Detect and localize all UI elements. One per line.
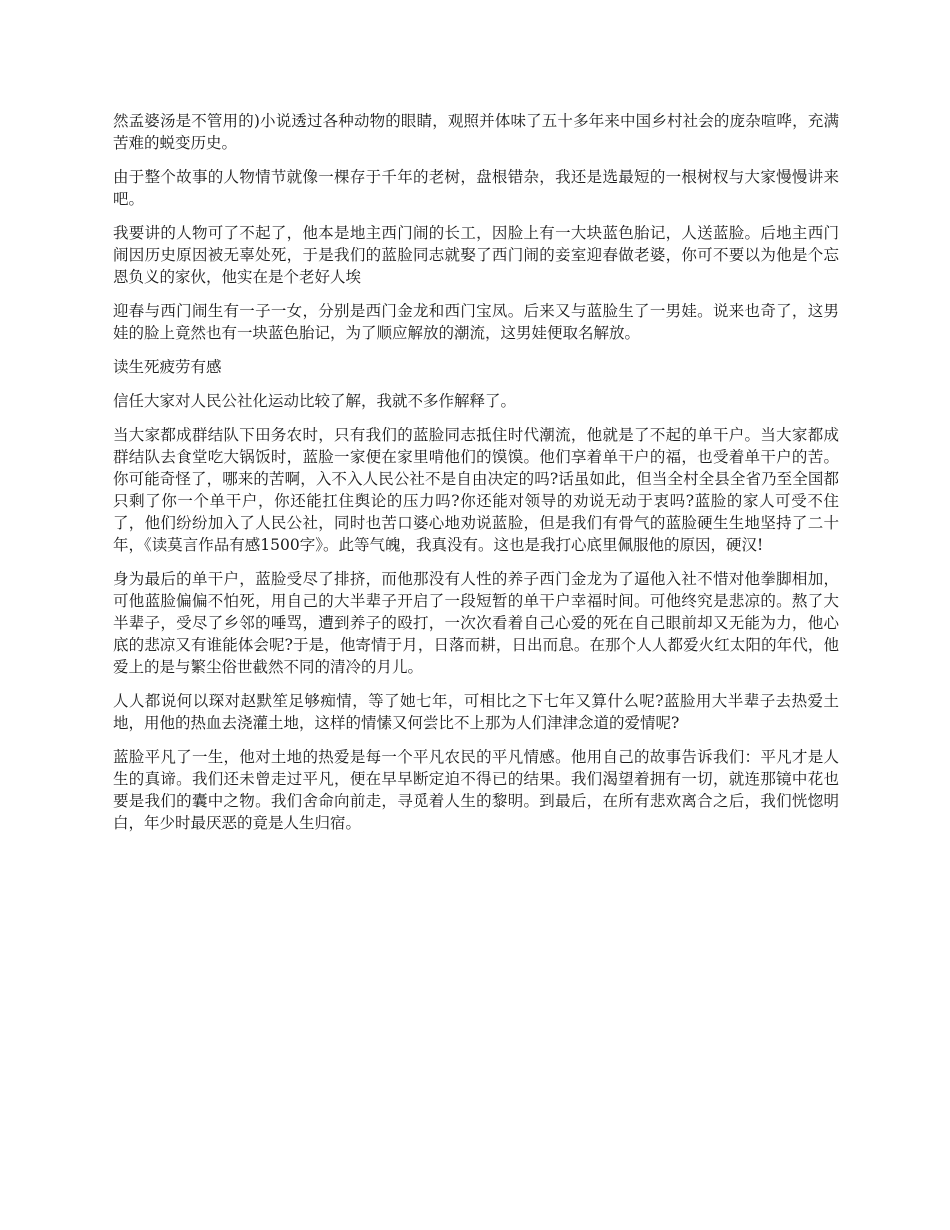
paragraph-7: 身为最后的单干户，蓝脸受尽了排挤，而他那没有人性的养子西门金龙为了逼他入社不惜对他拳脚相加，可他蓝脸偏偏不怕死，用自己的大半辈子开启了一段短暂的单干户幸福时间。可他终究是悲凉的。熬了大半辈子，受尽了乡邻的唾骂，遭到养子的殴打，一次次看着自己心爱的死在自己眼前却又无能为力，他心底的悲凉又有谁能体会呢?于是，他寄情于月，日落而耕，日出而息。在那个人人都爱火红太阳的年代，他爱上的是与繁尘俗世截然不同的清冷的月儿。 [113, 570, 839, 676]
paragraph-6: 当大家都成群结队下田务农时，只有我们的蓝脸同志抵住时代潮流，他就是了不起的单干户。当大家都成群结队去食堂吃大锅饭时，蓝脸一家便在家里啃他们的馍馍。他们享着单干户的福，也受着单干户的苦。你可能奇怪了，哪来的苦啊，入不入人民公社不是自由决定的吗?话虽如此，但当全村全县全省乃至全国都只剩了你一个单干户，你还能扛住舆论的压力吗?你还能对领导的劝说无动于衷吗?蓝脸的家人可受不住了，他们纷纷加入了人民公社，同时也苦口婆心地劝说蓝脸，但是我们有骨气的蓝脸硬生生地坚持了二十年，《读莫言作品有感1500字》。此等气魄，我真没有。这也是我打心底里佩服他的原因，硬汉! [113, 426, 839, 554]
document-body [113, 110, 839, 846]
paragraph-2: 由于整个故事的人物情节就像一棵存于千年的老树，盘根错杂，我还是选最短的一根树杈与大家慢慢讲来吧。 [113, 168, 839, 208]
paragraph-4: 迎春与西门闹生有一子一女，分别是西门金龙和西门宝凤。后来又与蓝脸生了一男娃。说来也奇了，这男娃的脸上竟然也有一块蓝色胎记，为了顺应解放的潮流，这男娃便取名解放。 [113, 302, 839, 342]
paragraph-1: 然孟婆汤是不管用的)小说透过各种动物的眼睛，观照并体味了五十多年来中国乡村社会的庞杂喧哗，充满苦难的蜕变历史。 [113, 112, 839, 152]
paragraph-9: 蓝脸平凡了一生，他对土地的热爱是每一个平凡农民的平凡情感。他用自己的故事告诉我们：平凡才是人生的真谛。我们还未曾走过平凡，便在早早断定迫不得已的结果。我们渴望着拥有一切，就连那镜中花也要是我们的囊中之物。我们舍命向前走，寻觅着人生的黎明。到最后，在所有悲欢离合之后，我们恍惚明白，年少时最厌恶的竟是人生归宿。 [113, 748, 839, 832]
paragraph-8: 人人都说何以琛对赵默笙足够痴情，等了她七年，可相比之下七年又算什么呢?蓝脸用大半辈子去热爱土地，用他的热血去浇灌土地，这样的情愫又何尝比不上那为人们津津念道的爱情呢? [113, 692, 839, 732]
paragraph-3: 我要讲的人物可了不起了，他本是地主西门闹的长工，因脸上有一大块蓝色胎记，人送蓝脸。后地主西门闹因历史原因被无辜处死，于是我们的蓝脸同志就娶了西门闹的妾室迎春做老婆，你可不要以为他是个忘恩负义的家伙，他实在是个老好人埃 [113, 224, 839, 286]
section-title: 读生死疲劳有感 [113, 358, 222, 376]
paragraph-5: 信任大家对人民公社化运动比较了解，我就不多作解释了。 [113, 392, 517, 410]
